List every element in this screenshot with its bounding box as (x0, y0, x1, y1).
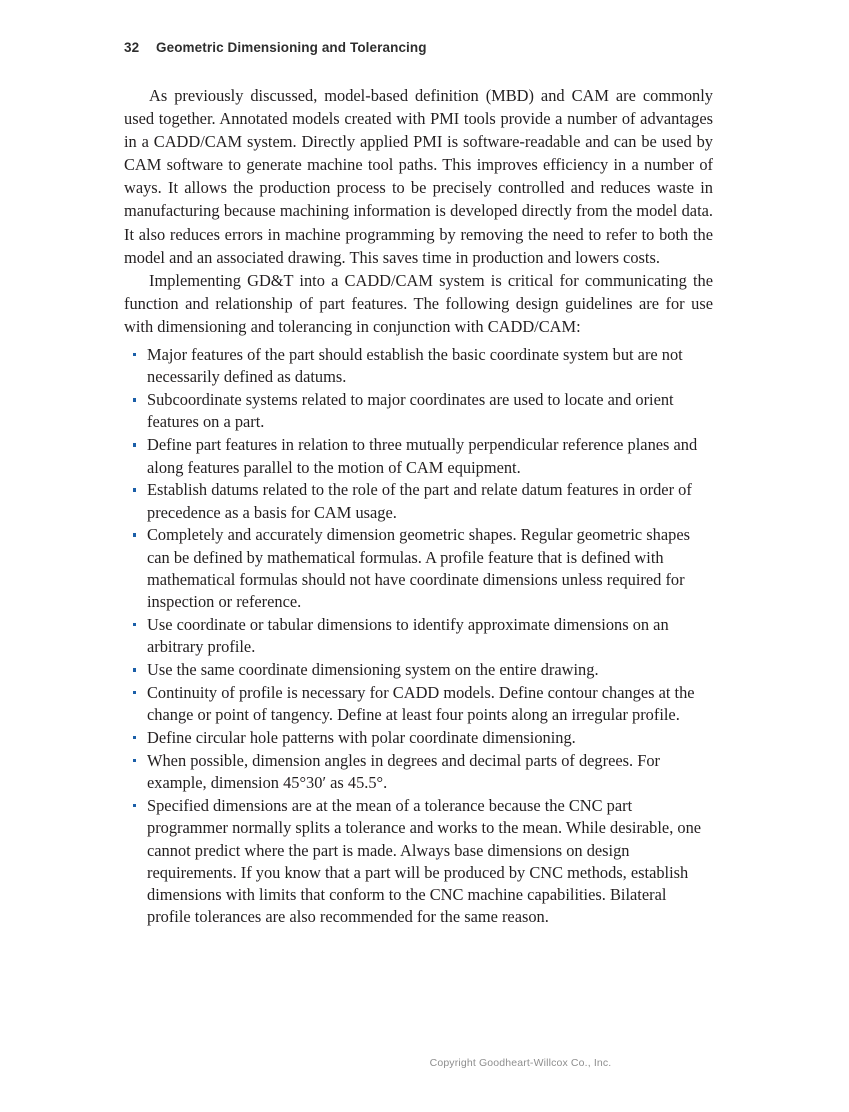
list-item-text: Major features of the part should establish the basic coordinate system but are not necessarily defined as datums. (147, 345, 683, 387)
paragraph-intro: As previously discussed, model-based definition (MBD) and CAM are commonly used together. Annotated models created with PMI tools provide a number of advantages in a CADD/CAM system. Directly applied PMI is software-readable and can be used by CAM software to generate machine tool paths. This improves efficiency in a number of ways. It allows the production process to be precisely controlled and reduces waste in manufacturing because machining information is developed directly from the model data. It also reduces errors in machine programming by removing the need to refer to both the model and an associated drawing. This saves time in production and lowers costs. (124, 86, 713, 267)
list-item (124, 479, 713, 524)
page-content (124, 84, 713, 929)
copyright-notice: Copyright Goodheart-Willcox Co., Inc. (429, 1057, 612, 1069)
list-item (124, 389, 713, 434)
running-head (124, 40, 714, 55)
bullet-square-icon (133, 488, 136, 491)
bullet-square-icon (133, 759, 136, 762)
bullet-square-icon (133, 736, 136, 739)
bullet-square-icon (133, 668, 136, 671)
list-item-text: When possible, dimension angles in degrees and decimal parts of degrees. For example, dimension 45°30′ as 45.5°. (147, 750, 660, 793)
list-item-text: Establish datums related to the role of the part and relate datum features in order of precedence as a basis for CAM usage. (147, 480, 692, 522)
list-item (124, 659, 713, 681)
bullet-square-icon (133, 353, 136, 356)
list-item-text: Define part features in relation to three mutually perpendicular reference planes and along features parallel to the motion of CAM equipment. (147, 435, 698, 477)
list-item-text: Specified dimensions are at the mean of a tolerance because the CNC part programmer normally splits a tolerance and works to the mean. While desirable, one cannot predict where the part is made. Always base dimensions on design requirements. If you know that a part will be produced by CNC methods, establish dimensions with limits that conform to the CNC machine capabilities. Bilateral profile tolerances are also recommended for the same reason. (147, 795, 702, 927)
list-item (124, 524, 713, 613)
paragraph-guidelines-lead: Implementing GD&T into a CADD/CAM system is critical for communicating the function and relationship of part features. The following design guidelines are for use with dimensioning and tolerancing in conjunction with CADD/CAM: (124, 270, 713, 336)
bullet-square-icon (133, 623, 136, 626)
list-item-text: Use the same coordinate dimensioning system on the entire drawing. (147, 660, 599, 680)
list-item-text: Continuity of profile is necessary for CADD models. Define contour changes at the change or point of tangency. Define at least four points along an irregular profile. (147, 682, 695, 725)
list-item (124, 614, 713, 659)
list-item (124, 682, 713, 727)
list-item (124, 795, 713, 929)
page-footer (0, 1057, 849, 1069)
chapter-title: Geometric Dimensioning and Tolerancing (156, 40, 427, 55)
bullet-square-icon (133, 533, 136, 536)
list-item-text: Define circular hole patterns with polar coordinate dimensioning. (147, 728, 576, 748)
list-item-text: Subcoordinate systems related to major coordinates are used to locate and orient features on a part. (147, 390, 674, 432)
bullet-square-icon (133, 443, 136, 446)
bullet-square-icon (133, 691, 136, 694)
bullet-square-icon (133, 804, 136, 807)
page-number: 32 (124, 40, 140, 55)
list-item (124, 750, 713, 795)
list-item-text: Use coordinate or tabular dimensions to identify approximate dimensions on an arbitrary profile. (147, 615, 669, 657)
list-item (124, 434, 713, 479)
list-item (124, 727, 713, 749)
list-item-text: Completely and accurately dimension geometric shapes. Regular geometric shapes can be defined by mathematical formulas. A profile feature that is defined with mathematical formulas should not have coordinate dimensions unless required for inspection or reference. (147, 525, 690, 612)
list-item (124, 344, 713, 389)
bullet-square-icon (133, 398, 136, 401)
design-guidelines-list (124, 344, 713, 929)
